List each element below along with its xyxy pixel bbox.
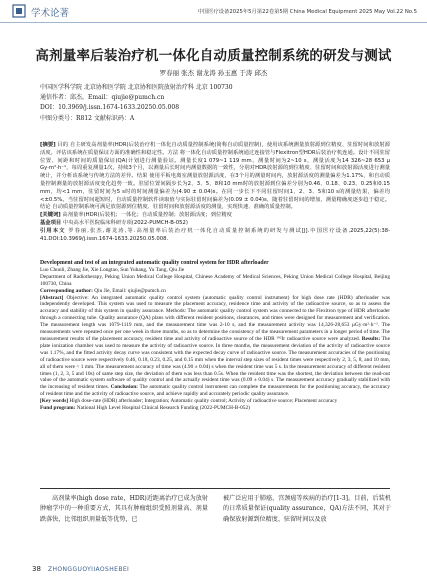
section-label: 学术论著 — [31, 8, 70, 19]
english-abstract — [40, 260, 390, 412]
header-rule — [0, 22, 427, 23]
en-authors: Luo Chunli, Zhang Jie, Xie Longtao, Sun Yuhang, Yu Tang, Qiu Jie — [40, 266, 185, 273]
en-correspondence-label: Corresponding author: — [40, 287, 93, 294]
cn-keywords: 高剂量率(HDR)后装机；一体化；自动质量控制；放射源活度；到位精度 — [62, 212, 232, 219]
en-abstract-label: [Abstract] — [40, 294, 64, 301]
journal-running-header: 中国医疗设备2025年5月第22卷第5期 China Medical Equipment 2025 May Vol.22 No.5 — [197, 9, 417, 15]
body-column-right — [223, 494, 391, 525]
en-results: The plate ionization chamber was used to measure the activity of radioactive source. In three months, the measurement deviation of the activity of radioactive source was 1.17%, and the fitted activity decay curve was consistent with the expected decay curve of radioactive source. The measurement accuracies of the positioning of radioactive source were respectively 0.46, 0.18, 0.23, 0.25, and 0.15 mm when the interval step sizes of resident times were respectively 2, 3, 5, 8, and 10 mm, all of them were < 1 mm. The measurement accuracy of time was (4.90 ± 0.04) s when the resident time was 5 s. In the measurement accuracy of different resident times (1, 2, 3, 5 and 10s) of same step size, the deviation of them was less than 0.5s. When the resident time was the shortest, the deviation between the read-out value of the automatic system software of quality control and the actually resident time was (0.09 ± 0.04) s. The measurement accuracy gradually stabilized with the increasing of resident times. — [40, 335, 390, 391]
cn-funding: 中央高水平医院临床科研专项(2022-PUMCH-B-052) — [62, 219, 188, 226]
en-title: Development and test of an integrated automatic quality control system for HDR afterloader — [40, 260, 269, 266]
cn-funding-label: 基金项目 — [40, 219, 62, 226]
en-conclusion: The automatic quality control instrument can complete the measurements for the positioning accuracy, the accuracy of resident time and the activity of radioactive source, and achieve rapidly and accurately periodic quality assurance. — [40, 384, 390, 398]
en-funding: National High Level Hospital Clinical Research Funding (2022-PUMCH-B-052) — [76, 405, 250, 412]
en-keywords: High dose-rate (HDR) afterloader; Integration; Automatic quality control; Activity of radioactive source; Placement accuracy — [69, 398, 338, 405]
body-paragraph: 高剂量率(high dose rate，HDR)近距离治疗已成为放射肿瘤学中的一种重要方式，其具有肿瘤组织受照剂量高、剂量跌落快，比邻组织剂量低等优势，已 — [40, 495, 208, 523]
classification: 中图分类号：R812 文献标识码：A — [40, 114, 135, 122]
journal-logo-icon — [12, 4, 26, 18]
en-affiliation: Department of Radiotherapy, Peking Union Medical College Hospital, Chinese Academy of Medical Sciences, Peking Union Medical College Hospital, Beijing 100730, China — [40, 273, 390, 287]
affiliation-block — [40, 83, 233, 124]
en-funding-label: Fund program: — [40, 405, 76, 412]
body-column-left — [40, 494, 208, 525]
page-header — [0, 0, 427, 24]
cn-citation: 罗春丽,张杰,谢龙涛,等.高剂量率后装治疗机一体化自动质量控制系统的研发与测试[J].中国医疗设备,2025,22(5):38-41.DOI:10.3969/j.issn.1674-1633.20250.05.008. — [40, 227, 390, 242]
section-divider — [40, 488, 390, 489]
cn-citation-label: 引用本文 — [40, 227, 66, 234]
affiliation: 中国医学科学院 北京协和医学院 北京协和医院放射治疗科 北京 100730 — [40, 84, 233, 91]
en-results-label: Results: — [361, 335, 381, 342]
page-footer — [0, 562, 427, 579]
correspondence: 通信作者：邱杰，Email：qiujie@pumch.cn — [40, 94, 165, 102]
doi: DOI：10.3969/j.issn.1674-1633.20250.05.008 — [40, 104, 180, 112]
en-keywords-label: [Key words] — [40, 398, 69, 405]
cn-abstract-text: 目的 自主研发高剂量率(HDR)后装治疗机一体化自动质量控制系统(简称自动质量控制)，使用该系统测量放射源到位精度、驻留时间和放射源活度，评估该系统在质量保证方面的准确性和稳定性。方法 将一体化自动质量控制系统通过连接管与Flexitron型HDR后装治疗机连通。设计不同驻留位置、间距和时间的质量保证(QA)计划进行测量验证。测量长度1 079~1 119 mm，测量时间为2~10 s，测量活度为14 326~28 653 μ Gy·m²·h⁻¹，每周重复测量1次，持续3个月，以测量后长时间内测量数据的一致性，分别对HDR放射源的到位精度、驻留时间和放射源活度进行测量统计，并分析该系统与传统方法的差异。结果 使用平板电离室测量放射源活度，在3个月的测量时间内，放射源活度的测量偏差为1.17%，和自动质量控制测量的放射源活度变化趋势一致。驻留位置间隔步长为2、3、5、8和10 mm时的放射源到位偏差分别为0.46、0.18、0.23、0.25和0.15 mm，均<1 mm，驻留时间为5 s时的时间测量偏差为(4.90 ± 0.04)s。在同一步长下不同驻留时间1、2、3、5和10 s的测量结果，偏差均<±0.5%。当驻留时间超短时，自动质量控制软件读取值与实际驻留时间偏差为(0.09 ± 0.04)s，随着驻留时间的增加，测量精确度逐步趋于稳定。结论 自动质量控制系统可满足放射源到位精度、驻留时间和放射源活度的测量，实现快速、准确的质量控制。 — [40, 142, 390, 211]
en-conclusion-label: Conclusion: — [110, 384, 138, 391]
body-paragraph: 被广泛应用于肺癌、宫颈癌等疾病的治疗[1-3]。目前，后装机的日常质量保证(quality assurance，QA)方法不同，其对于确保放射源到位精度、驻留时间以及放 — [223, 495, 391, 523]
en-correspondence: Qiu Jie, Email: qiujie@pumch.cn — [94, 287, 166, 294]
cn-abstract-label: [摘要] — [40, 142, 56, 148]
cn-keywords-label: [关键词] — [40, 212, 61, 219]
authors: 罗春丽 张杰 谢龙涛 孙玉惠 于涛 邱杰 — [159, 69, 268, 77]
article-title: 高剂量率后装治疗机一体化自动质量控制系统的研发与测试 — [35, 48, 392, 64]
chinese-abstract — [40, 142, 390, 243]
page-number: 38 — [32, 565, 41, 573]
en-abstract-text: Objective: An integrated automatic quality control system (automatic quality control instrument) for high dose rate (HDR) afterloader was independently developed. This system was used to measure the placement accuracy, residence time and activity of the radioactive source, so as to assess the accuracy and stability of this system in quality assurance. Methods: The automatic quality control system was connected to the Flexitron type of HDR afterloader through a connecting tube. Quality assurance (QA) plans with different resident positions, clearances, and times were designed for measurement and verification. The measurement length was 1079-1119 mm, and the measurement time was 2-10 s, and the measurement activity was 14,326-28,653 μGy·m²·h⁻¹. The measurements were repeated once per one week in three months, so as to determine the consistency of the measurement parameters in a longer period of time. The measurement results of the placement accuracy, resident time and activity of radioactive source of the HDR ¹⁹²Ir radioactive source were analyzed. — [40, 294, 391, 342]
footer-journal-name: ZHONGGUOYIIAOSHEBEI — [48, 566, 130, 573]
